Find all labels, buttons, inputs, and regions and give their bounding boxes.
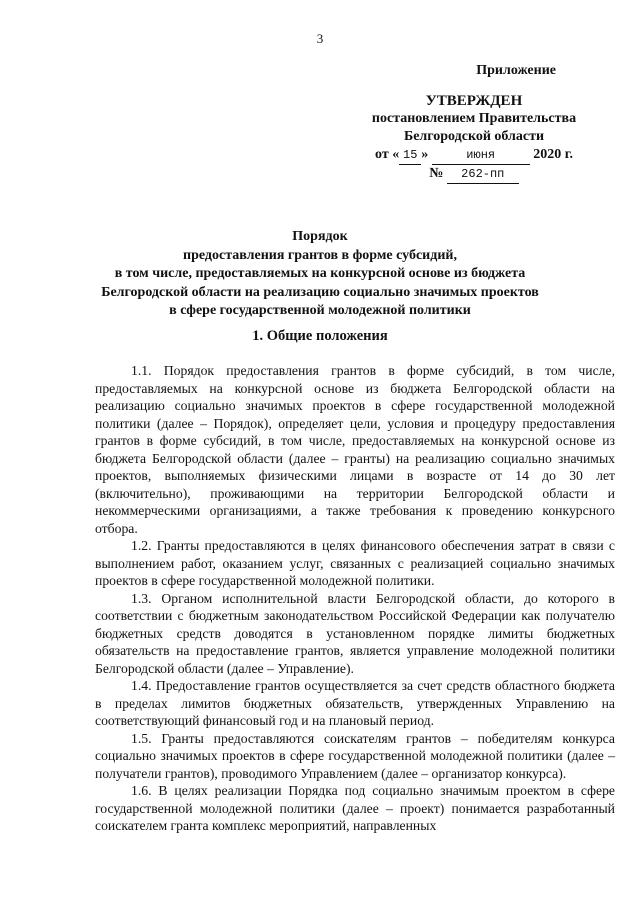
date-month: июня <box>432 146 530 165</box>
paragraph-1-2: 1.2. Гранты предоставляются в целях финансового обеспечения затрат в связи с выполнением работ, оказанием услуг, связанных с реализацией социально значимых проектов в сфере государственной молодежной политики. <box>95 538 615 588</box>
page-number: 3 <box>316 31 324 46</box>
number-prefix: № <box>429 166 444 181</box>
approved-label: УТВЕРЖДЕН <box>425 93 523 109</box>
date-prefix: от « <box>375 147 400 162</box>
approval-line-1: постановлением Правительства <box>371 111 577 126</box>
paragraph-1-4: 1.4. Предоставление грантов осуществляется за счет средств областного бюджета в пределах лимитов бюджетных обязательств, утвержденных Управлению на соответствующий финансовый год и на плановый период. <box>95 678 615 728</box>
paragraph-1-1: 1.1. Порядок предоставления грантов в форме субсидий, в том числе, предоставляемых на конкурсной основе из бюджета Белгородской области на реализацию социально значимых проектов в сфере государственной молодежной политики (далее – Порядок), определяет цели, условия и процедуру предоставления грантов в форме субсидий, в том числе, предоставляемых на конкурсной основе из бюджета Белгородской области (далее – гранты) на реализацию социально значимых проектов, выполняемых физическими лицами в возрасте от 14 до 30 лет (включительно), проживающими на территории Белгородской области и некоммерческими организациями, а также требования к проведению конкурсного отбора. <box>95 363 615 536</box>
approval-number <box>344 165 604 184</box>
title-line: в сфере государственной молодежной политики <box>169 303 471 318</box>
date-year: 2020 г. <box>533 147 573 162</box>
paragraph-1-3: 1.3. Органом исполнительной власти Белгородской области, до которого в соответствии с бюджетным законодательством Российской Федерации как получателю бюджетных средств доводятся в установленном порядке лимиты бюджетных обязательств на предоставление грантов, является управление молодежной политики Белгородской области (далее – Управление). <box>95 590 615 676</box>
paragraph-1-5: 1.5. Гранты предоставляются соискателям грантов – победителям конкурса социально значимых проектов в сфере государственной молодежной политики (далее – получатели грантов), проводимого Управлением (далее – организатор конкурса). <box>95 730 615 781</box>
title-line: Белгородской области на реализацию социально значимых проектов <box>101 284 539 300</box>
approval-date <box>344 146 604 165</box>
title-line: предоставления грантов в форме субсидий, <box>183 247 457 263</box>
appendix-label: Приложение <box>476 63 556 78</box>
paragraph-1-6: 1.6. В целях реализации Порядка под социально значимым проектом в сфере государственной молодежной политики (далее – проект) понимается разработанный соискателем гранта комплекс мероприятий, направленных <box>95 783 615 833</box>
date-day: 15 <box>399 146 421 165</box>
section-heading: 1. Общие положения <box>252 328 388 344</box>
document-body <box>95 362 615 835</box>
document-number: 262-пп <box>447 165 519 184</box>
approval-block <box>344 62 604 184</box>
document-title <box>60 228 580 321</box>
title-line: в том числе, предоставляемых на конкурсной основе из бюджета <box>114 266 526 281</box>
date-mid: » <box>421 147 429 162</box>
title-line: Порядок <box>292 229 348 244</box>
approval-line-2: Белгородской области <box>403 129 545 144</box>
